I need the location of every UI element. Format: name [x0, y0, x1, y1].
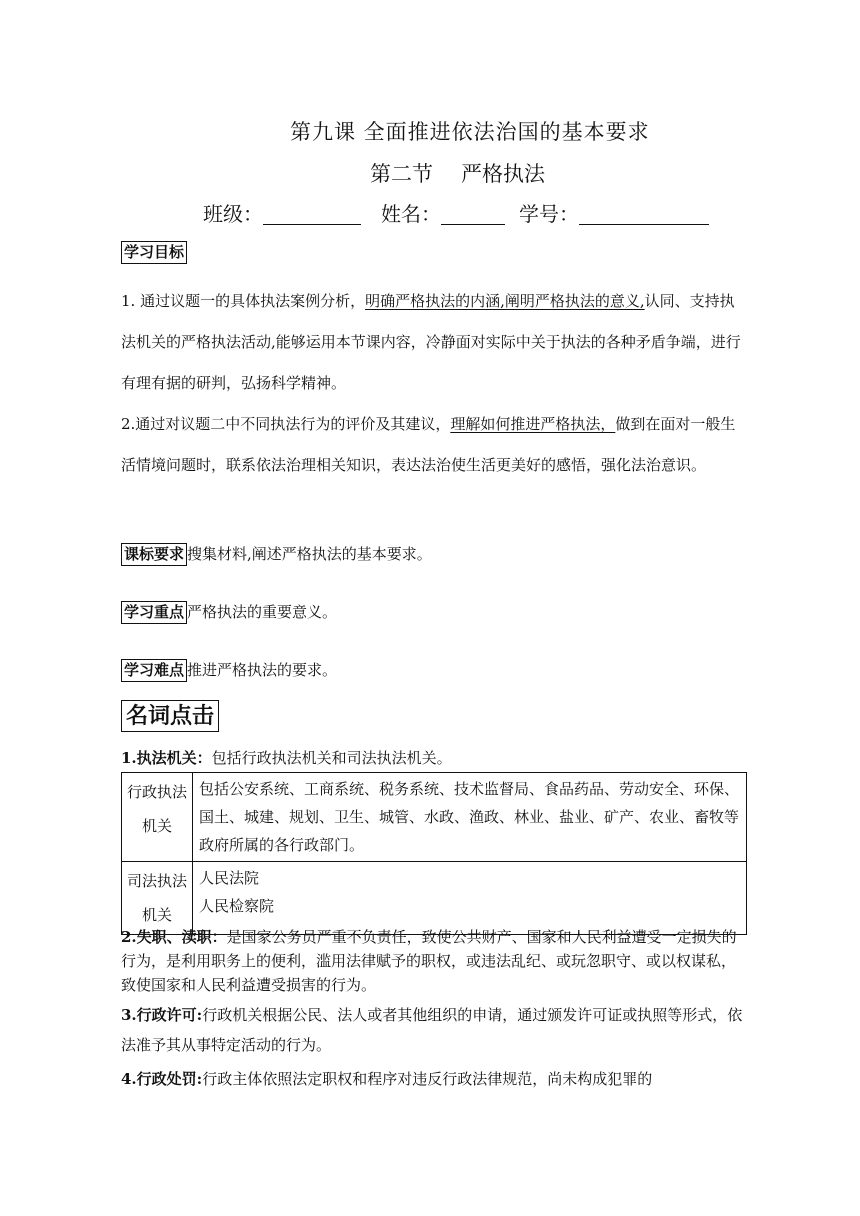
table-row [122, 862, 747, 935]
objectives-label: 学习目标 [121, 241, 187, 264]
terms-heading: 名词点击 [121, 700, 219, 732]
class-label: 班级： [203, 202, 263, 226]
objective-2-underlined: 理解如何推进严格执法， [450, 415, 616, 433]
objective-1-rest: 认同、支持执法机关的严格执法活动,能够运用本节课内容，冷静面对实际中关于执法的各种矛盾争端，进行有理有据的研判，弘扬科学精神。 [121, 292, 741, 392]
enforcement-agencies-table [121, 772, 747, 935]
term-3-text: 行政机关根据公民、法人或者其他组织的申请，通过颁发许可证或执照等形式，依法准予其从事特定活动的行为。 [121, 1006, 743, 1054]
name-label: 姓名： [381, 202, 441, 226]
term-4 [121, 1067, 747, 1091]
standard-row [121, 543, 432, 566]
objective-1-intro: 1. 通过议题一的具体执法案例分析， [121, 292, 366, 310]
class-blank[interactable] [263, 202, 361, 225]
focus-row [121, 601, 337, 624]
table-body-judicial [193, 862, 747, 935]
standard-label: 课标要求 [121, 543, 187, 566]
section-name: 严格执法 [461, 162, 545, 186]
standard-text: 搜集材料,阐述严格执法的基本要求。 [187, 545, 432, 563]
term-3-label: 3.行政许可: [121, 1006, 203, 1024]
term-4-label: 4.行政处罚: [121, 1070, 203, 1088]
objective-2-rest: 做到在面对一般生活情境问题时，联系依法治理相关知识，表达法治使生活更美好的感悟，强化法治意识。 [121, 415, 736, 474]
focus-label: 学习重点 [121, 601, 187, 624]
term-1-label: 1.执法机关： [121, 749, 212, 767]
term-1-text: 包括行政执法机关和司法执法机关。 [211, 749, 452, 767]
section-number: 第二节 [370, 162, 433, 186]
term-2-text: 是国家公务员严重不负责任，致使公共财产、国家和人民利益遭受一定损失的行为，是利用职务上的便利，滥用法律赋予的职权，或违法乱纪、或玩忽职守、或以权谋私，致使国家和人民利益遭受损害的行为。 [121, 928, 737, 994]
objectives-heading [121, 241, 187, 264]
objective-1-underlined: 明确严格执法的内涵,阐明严格执法的意义, [365, 292, 645, 310]
name-blank[interactable] [441, 202, 505, 225]
student-info-line [203, 198, 709, 227]
objective-item-1 [121, 281, 741, 404]
term-3 [121, 1000, 747, 1060]
table-head-administrative: 行政执法机关 [122, 773, 193, 862]
table-head-judicial: 司法执法机关 [122, 862, 193, 935]
table-body-administrative: 包括公安系统、工商系统、税务系统、技术监督局、食品药品、劳动安全、环保、国土、城建、规划、卫生、城管、水政、渔政、林业、盐业、矿产、农业、畜牧等政府所属的各行政部门。 [193, 773, 747, 862]
focus-text: 严格执法的重要意义。 [187, 603, 338, 621]
court-entry: 人民法院 [199, 869, 260, 887]
lesson-title: 第九课 全面推进依法治国的基本要求 [290, 120, 650, 144]
term-2 [121, 925, 747, 997]
term-4-text: 行政主体依照法定职权和程序对违反行政法律规范，尚未构成犯罪的 [202, 1070, 653, 1088]
difficulty-row [121, 659, 337, 682]
table-row [122, 773, 747, 862]
term-1 [121, 746, 747, 770]
section-title [370, 158, 545, 188]
difficulty-text: 推进严格执法的要求。 [187, 661, 338, 679]
difficulty-label: 学习难点 [121, 659, 187, 682]
objective-item-2 [121, 404, 741, 486]
id-blank[interactable] [579, 202, 709, 225]
procuratorate-entry: 人民检察院 [199, 897, 275, 915]
term-2-label: 2.失职、渎职： [121, 928, 227, 946]
objective-2-intro: 2.通过对议题二中不同执法行为的评价及其建议， [121, 415, 451, 433]
id-label: 学号： [519, 202, 579, 226]
